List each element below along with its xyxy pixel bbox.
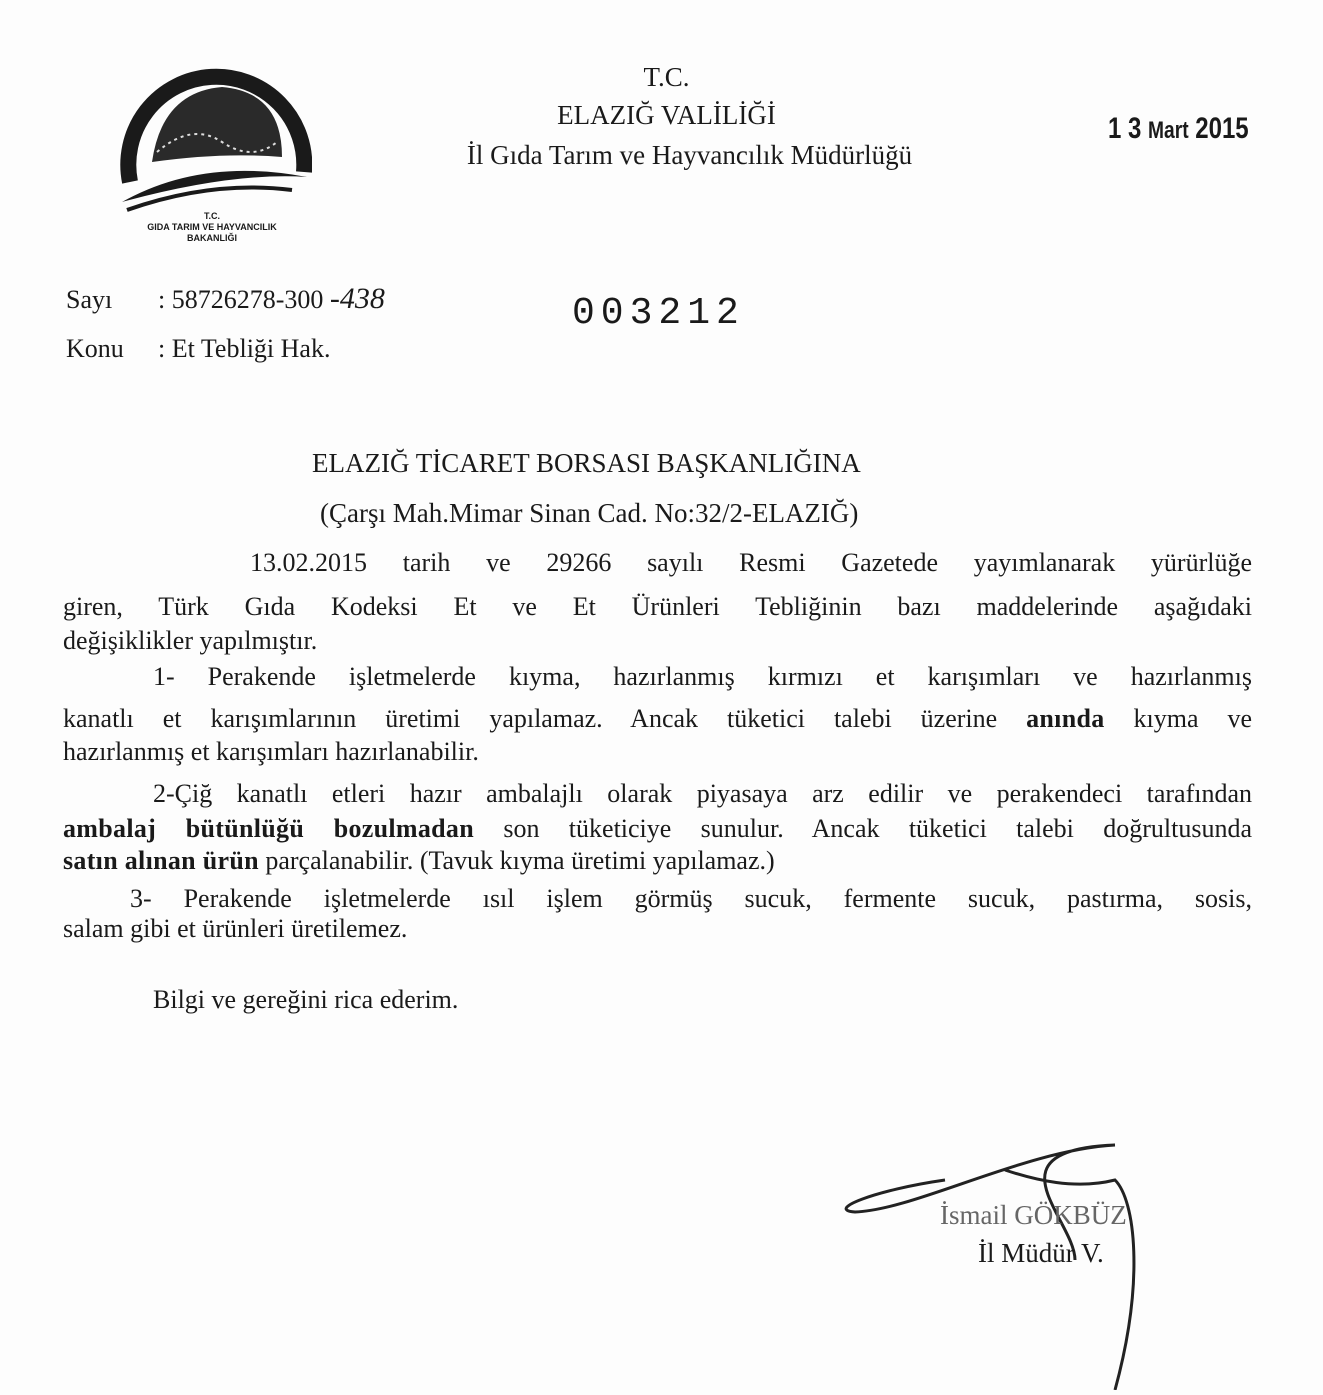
closing-text: Bilgi ve gereğini rica ederim. — [153, 985, 459, 1014]
bold-text: ambalaj bütünlüğü bozulmadan — [63, 814, 474, 843]
body-line — [153, 779, 1252, 809]
body-line — [63, 737, 479, 767]
text-segment: kıyma ve — [1104, 704, 1252, 733]
text-segment: son tüketiciye sunulur. Ancak tüketici talebi doğrultusunda — [474, 814, 1253, 843]
header-directorate: İl Gıda Tarım ve Hayvancılık Müdürlüğü — [466, 140, 913, 170]
date-stamp: 1 3 Mart 2015 — [1108, 112, 1249, 145]
body-line — [153, 662, 1252, 692]
addressee-name: ELAZIĞ TİCARET BORSASI BAŞKANLIĞINA — [312, 448, 861, 478]
text-segment: değişiklikler yapılmıştır. — [63, 626, 318, 655]
logo-text: T.C. GIDA TARIM VE HAYVANCILIK BAKANLIĞI — [147, 211, 277, 243]
text-segment: salam gibi et ürünleri üretilemez. — [63, 914, 408, 943]
text-segment: 3- Perakende işletmelerde ısıl işlem görmüş sucuk, fermente sucuk, pastırma, sosis, — [130, 884, 1252, 913]
sayi-row: Sayı : 58726278-300 -438 — [66, 282, 385, 315]
text-segment: 2-Çiğ kanatlı etleri hazır ambalajlı olarak piyasaya arz edilir ve perakendeci tarafından — [153, 779, 1252, 808]
text-segment: 1- Perakende işletmelerde kıyma, hazırlanmış kırmızı et karışımları ve hazırlanmış — [153, 662, 1252, 691]
body-line — [63, 846, 775, 876]
text-segment: parçalanabilir. (Tavuk kıyma üretimi yapılamaz.) — [258, 846, 775, 875]
body-line — [63, 914, 407, 944]
handwritten-number: -438 — [329, 282, 385, 315]
addressee-address: (Çarşı Mah.Mimar Sinan Cad. No:32/2-ELAZIĞ) — [320, 498, 859, 528]
body-line — [63, 814, 1252, 844]
stamp-number: 003212 — [572, 292, 745, 335]
header-tc: T.C. — [643, 62, 690, 92]
body-line — [63, 626, 317, 656]
signatory-name: İsmail GÖKBÜZ — [940, 1200, 1127, 1230]
bold-text: satın alınan ürün — [63, 846, 259, 875]
bold-text: anında — [1026, 704, 1105, 733]
konu-row: Konu : Et Tebliği Hak. — [66, 334, 331, 363]
text-segment: 13.02.2015 tarih ve 29266 sayılı Resmi Gazetede yayımlanarak yürürlüğe — [250, 548, 1252, 577]
signatory-title: İl Müdür V. — [978, 1238, 1104, 1268]
header-governorship: ELAZIĞ VALİLİĞİ — [557, 100, 776, 130]
text-segment: kanatlı et karışımlarının üretimi yapılamaz. Ancak tüketici talebi üzerine — [63, 704, 1027, 733]
text-segment: hazırlanmış et karışımları hazırlanabilir. — [63, 737, 479, 766]
body-line — [63, 592, 1252, 622]
body-line — [250, 548, 1252, 578]
body-line — [63, 704, 1252, 734]
body-line — [130, 884, 1252, 914]
text-segment: giren, Türk Gıda Kodeksi Et ve Et Ürünleri Tebliğinin bazı maddelerinde aşağıdaki — [63, 592, 1252, 621]
